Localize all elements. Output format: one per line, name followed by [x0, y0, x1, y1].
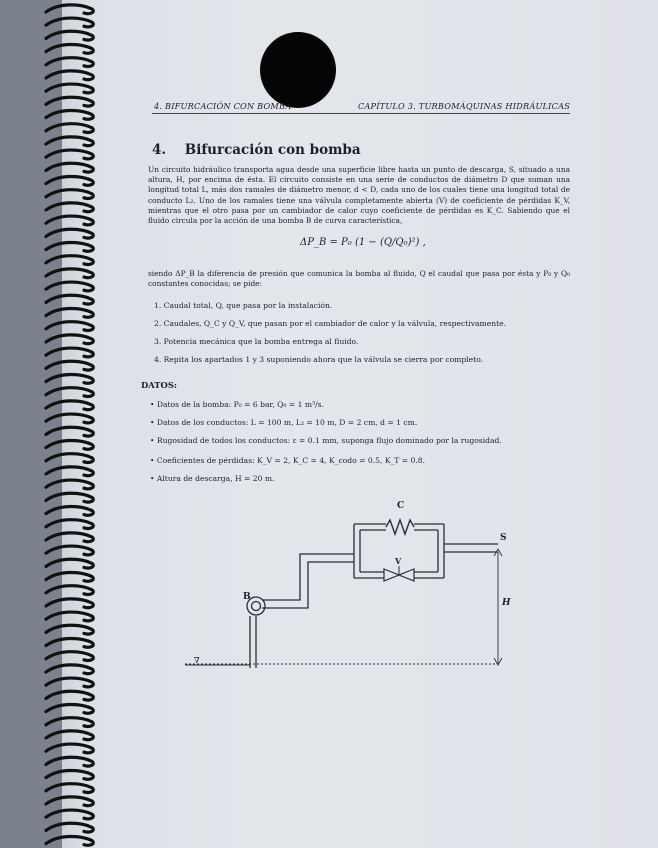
valve-label: V [395, 556, 402, 566]
heat-exchanger-label: C [397, 501, 405, 511]
question-item: 1. Caudal total, Q, que pasa por la instalación. [154, 301, 333, 310]
page-header [152, 99, 570, 114]
section-title-text: Bifurcación con bomba [184, 142, 361, 158]
datos-item: • Coeficientes de pérdidas: K_V = 2, K_C = 4, K_codo = 0.5, K_T = 0.8. [150, 456, 426, 465]
pump-formula: ΔP_B = P₀ (1 − (Q/Q₀)²) , [300, 237, 426, 248]
datos-item: • Rugosidad de todos los conductos: ε = 0.1 mm, suponga flujo dominado por la rugosidad. [150, 436, 502, 445]
intro-paragraph: Un circuito hidráulico transporta agua desde una superficie libre hasta un punto de descarga, S, situado a una altura, H, por encima de ésta. El circuito consiste en una serie de conductos de diámetro D que suman una longitud total L, más dos ramales de diámetro menor, d < D, cada uno de los cuales tiene una longitud total de conducto L₂. Uno de los ramales tiene una válvula completamente abierta (V) de coeficiente de pérdidas K_V, mientras que el otro pasa por un cambiador de calor cuyo coeficiente de pérdidas es K_C. Sabiendo que el fluido circula por la acción de una bomba B de curva característica, [148, 165, 570, 226]
header-left: 4. BIFURCACIÓN CON BOMBA [154, 101, 292, 111]
section-title [152, 142, 361, 158]
section-number: 4. [152, 142, 167, 158]
header-right: CAPÍTULO 3. TURBOMÁQUINAS HIDRÁULICAS [357, 101, 570, 111]
datos-item: • Altura de descarga, H = 20 m. [150, 474, 275, 483]
pump-label: B [243, 592, 251, 602]
punch-hole [260, 32, 336, 108]
question-item: 2. Caudales, Q_C y Q_V, que pasan por el cambiador de calor y la válvula, respectivamente. [154, 319, 507, 328]
question-item: 4. Repita los apartados 1 y 3 suponiendo ahora que la válvula se cierra por completo. [154, 355, 484, 364]
datos-heading: DATOS: [141, 380, 177, 390]
height-label: H [502, 598, 511, 608]
datos-item: • Datos de la bomba: P₀ = 6 bar, Q₀ = 1 m³/s. [150, 400, 324, 409]
discharge-point-label: S [500, 533, 507, 543]
after-formula-paragraph: siendo ΔP_B la diferencia de presión que comunica la bomba al fluido, Q el caudal que pasa por ésta y P₀ y Q₀ constantes conocidas; se pide: [148, 269, 570, 289]
free-surface-icon: ∇ [194, 656, 200, 665]
spiral-binding [0, 0, 110, 848]
datos-item: • Datos de los conductos: L = 100 m, L₂ = 10 m, D = 2 cm, d = 1 cm. [150, 418, 418, 427]
question-item: 3. Potencia mecánica que la bomba entrega al fluido. [154, 337, 359, 346]
